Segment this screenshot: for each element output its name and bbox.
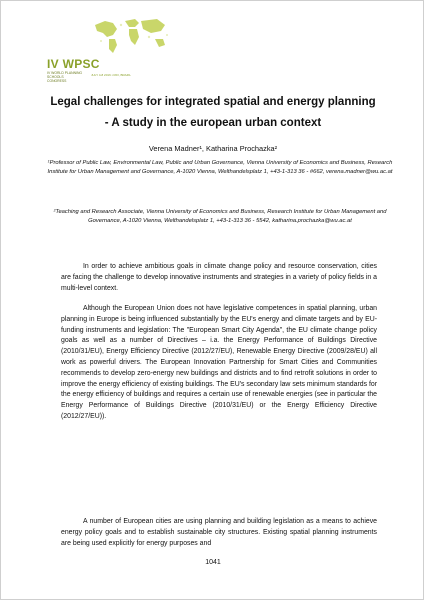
paragraph-text: In order to achieve ambitious goals in climate change policy and resource conservation, cities are facing the challenge to develop innovative instruments and strategies in a variety of policy fields in a multi-level context. (61, 263, 378, 292)
author-list: Verena Madner¹, Katharina Prochazka² (148, 144, 278, 153)
affiliation-1: ¹Professor of Public Law, Environmental Law, Public and Urban Governance, Vienna University of Economics and Business, Research Institute for Urban Management and Governance, A-1020 Vienna, Welthandelsplatz 1, +43-1-313 36 - #662, verena.madner@wu.ac.at (47, 160, 393, 176)
paragraph-text: A number of European cities are using planning and building legislation as a means to achieve energy policy goals and to establish sustainable city structures. Existing spatial planning instruments are being used explicitly for energy purposes and (61, 518, 377, 547)
body-paragraph-2 (61, 304, 377, 423)
globe-map-icon (91, 15, 173, 57)
body-paragraph-1 (61, 262, 377, 294)
logo-name: IV WPSC (47, 57, 100, 71)
paper-title: Legal challenges for integrated spatial and energy planning (50, 96, 376, 108)
paper-subtitle: - A study in the european urban context (104, 117, 322, 129)
paragraph-text: Although the European Union does not have legislative competences in spatial planning, urban planning in Europe is being influenced substantially by the EU's energy and climate targets and by EU-funding instruments and legislation: The "European Smart City Agenda", the EU climate change policy goals as well as a number of Directives – i.a. the Energy Performance of Buildings Directive (2010/31/EU), Energy Efficiency Directive (2012/27/EU), Renewable Energy Directive (2009/28/EU) all work as powerful drivers. The European Innovation Partnership for Smart Cities and Communities recommends to develop zero-energy new buildings and districts and to find retrofit solutions in order to improve the energy efficiency of existing buildings. The EU's secondary law sets minimum standards for the energy efficiency of buildings and requires a certain use of renewable energies (see in particular the Energy Performance of Buildings Directive (2010/31/EU) or the Energy Efficiency Directive (2012/27/EU)). (61, 305, 377, 420)
page-number: 1041 (205, 559, 221, 566)
logo-date: JULY 4-8 2016 ▪ RIO, BRAZIL (91, 73, 131, 77)
affiliation-2: ²Teaching and Research Associate, Vienna University of Economics and Business, Research Institute for Urban Management and Governance, A-1020 Vienna, Welthandelsplatz 1, +43-1-313 36 - 5542, katharina.prochazka@wu.ac.at (53, 209, 387, 225)
logo-subtitle: IV WORLD PLANNING SCHOOLS CONGRESS (47, 71, 83, 83)
congress-logo (47, 15, 177, 83)
body-paragraph-3 (61, 517, 377, 549)
